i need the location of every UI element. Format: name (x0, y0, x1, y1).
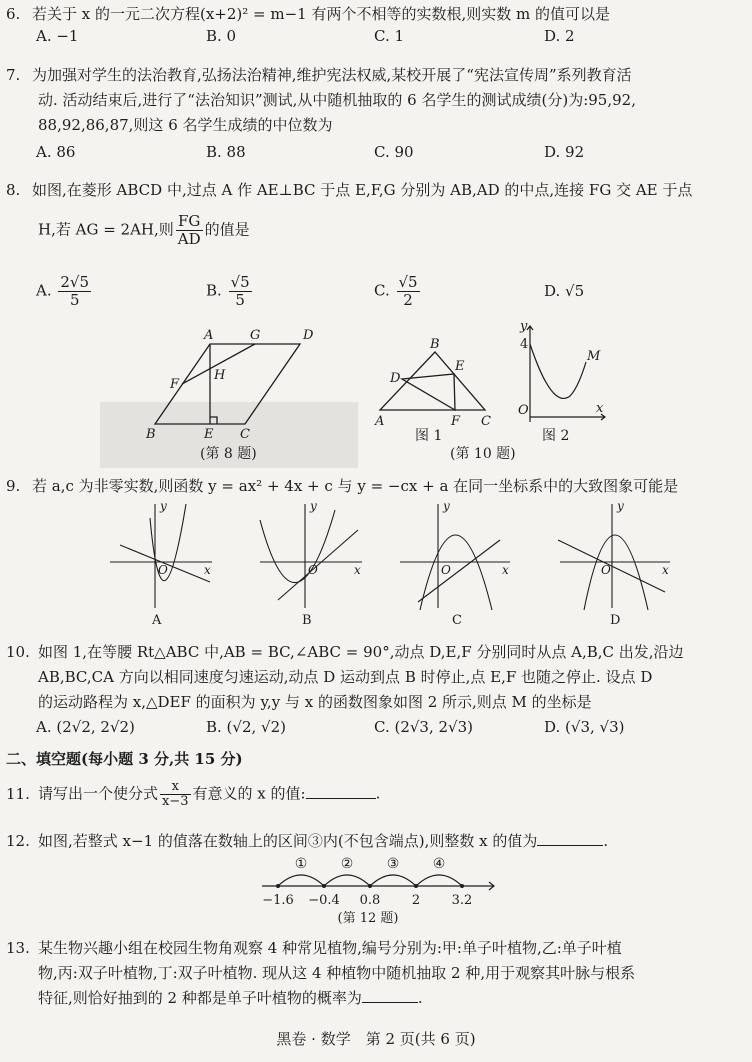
stem-text: 特征,则恰好抽到的 2 种都是单子叶植物的概率为 (38, 989, 362, 1007)
label-g: G (250, 328, 261, 343)
circle-label-2: ② (340, 856, 354, 872)
label-o: O (308, 563, 318, 577)
page-footer: 黑卷 · 数学 第 2 页(共 6 页) (276, 1030, 476, 1048)
question-number: 13. (6, 939, 30, 957)
numerator: √5 (230, 273, 250, 291)
question-stem-line-3 (6, 986, 742, 1011)
parabola (584, 535, 648, 610)
option-c[interactable]: C. (2√3, 2√3) (374, 718, 474, 736)
option-a[interactable]: A. −1 (36, 27, 79, 45)
label-c: C (481, 414, 491, 429)
option-d[interactable]: D. 2 (544, 27, 575, 45)
parabola (260, 510, 335, 583)
question-number: 6. (6, 5, 21, 23)
option-c[interactable]: C. 1 (374, 27, 405, 45)
option-a[interactable]: A. (2√2, 2√2) (36, 718, 135, 736)
arc-3 (370, 875, 416, 886)
tick-label-2: −0.4 (308, 893, 340, 908)
option-letter: A. (36, 281, 52, 300)
denominator: 2 (403, 291, 413, 309)
option-d[interactable] (544, 282, 584, 300)
tick-label-3: 0.8 (359, 893, 381, 908)
axis-label-y: y (520, 322, 528, 334)
graph-d (558, 500, 670, 628)
question-stem: 若 a,c 为非零实数,则函数 y = ax² + 4x + c 与 y = −cx + a 在同一坐标系中的大致图象可能是 (32, 477, 679, 495)
point-3 (368, 884, 372, 888)
question-number: 9. (6, 477, 21, 495)
stem-text: 的值是 (204, 220, 250, 239)
label-o: O (601, 563, 611, 577)
label-f: F (451, 414, 461, 429)
option-a[interactable]: A. 86 (36, 143, 76, 161)
option-d[interactable]: D. (√3, √3) (544, 718, 625, 736)
arc-4 (416, 875, 462, 886)
axis-label-y: y (310, 500, 317, 513)
question-13 (6, 936, 742, 1011)
label-h: H (214, 368, 226, 383)
triangle-def (402, 374, 455, 410)
question-stem: 如图,若整式 x−1 的值落在数轴上的区间③内(不包含端点),则整数 x 的值为 (38, 832, 538, 850)
question-stem-line-1: 某生物兴趣小组在校园生物角观察 4 种常见植物,编号分别为:甲:单子叶植物,乙:单子叶植 (38, 939, 622, 957)
question-10 (6, 640, 742, 715)
question-stem-line-3: 的运动路程为 x,△DEF 的面积为 y,y 与 x 的函数图象如图 2 所示,则点 M 的坐标是 (38, 693, 592, 711)
label-m: M (587, 349, 601, 364)
graph-c (400, 500, 510, 628)
option-b[interactable]: B. 88 (206, 143, 246, 161)
denominator: 5 (235, 291, 245, 309)
fraction (160, 780, 191, 809)
fraction (176, 213, 203, 248)
question-7 (6, 63, 742, 138)
point-5 (460, 884, 464, 888)
label-o: O (518, 403, 529, 418)
question-stem-line-1: 如图 1,在等腰 Rt△ABC 中,AB = BC,∠ABC = 90°,动点 D,E,F 分别同时从点 A,B,C 出发,沿边 (38, 643, 684, 661)
figure-10-caption: (第 10 题) (450, 446, 516, 462)
question-number: 12. (6, 832, 30, 850)
option-b[interactable] (206, 274, 254, 309)
axis-label-x: x (354, 563, 361, 577)
question-8 (6, 178, 742, 248)
label-b: B (430, 337, 440, 352)
number-line-figure (258, 854, 498, 928)
question-9 (6, 474, 742, 499)
q9-graphs (100, 500, 720, 630)
option-a-label[interactable]: A (152, 613, 162, 628)
option-d[interactable]: D. 92 (544, 143, 585, 161)
label-o: O (158, 563, 168, 577)
option-letter: B. (206, 281, 222, 300)
point-4 (414, 884, 418, 888)
label-o: O (441, 563, 451, 577)
stem-text: . (375, 784, 381, 803)
question-number: 10. (6, 643, 30, 661)
denominator: AD (177, 230, 201, 248)
graph-a (110, 500, 212, 628)
line (278, 530, 358, 600)
label-e: E (204, 427, 214, 442)
figure-1-caption: 图 1 (415, 428, 443, 444)
question-6-options (36, 27, 736, 53)
numerator: √5 (398, 273, 418, 291)
question-stem-line-2 (6, 213, 742, 248)
answer-blank[interactable] (362, 988, 418, 1003)
question-number: 7. (6, 66, 21, 84)
stem-text: . (603, 832, 609, 850)
label-d: D (303, 328, 314, 343)
option-b-label[interactable]: B (302, 613, 312, 628)
answer-blank[interactable] (537, 831, 603, 846)
point-1 (276, 884, 280, 888)
option-c-label[interactable]: C (452, 613, 462, 628)
fraction (397, 274, 420, 309)
question-stem-line-3: 88,92,86,87,则这 6 名学生成绩的中位数为 (38, 116, 333, 134)
label-c: C (240, 427, 250, 442)
arc-1 (278, 875, 324, 886)
fraction (229, 274, 252, 309)
circle-label-4: ④ (432, 856, 446, 872)
question-number: 11. (6, 784, 30, 803)
question-8-options (36, 268, 736, 312)
question-11 (6, 780, 742, 809)
option-a[interactable] (36, 274, 93, 309)
label-b: B (146, 427, 156, 442)
answer-blank[interactable] (306, 784, 376, 799)
option-value: √5 (565, 282, 585, 300)
question-12 (6, 829, 742, 854)
curve (530, 344, 586, 398)
circle-label-1: ① (294, 856, 308, 872)
graph-b (260, 500, 362, 628)
figure-8-caption: (第 8 题) (200, 446, 257, 462)
stem-text: . (417, 989, 423, 1007)
question-stem-line-2: 物,丙:双子叶植物,丁:双子叶植物. 现从这 4 种植物中随机抽取 2 种,用于观察其叶脉与根系 (38, 964, 636, 982)
fraction (58, 274, 91, 309)
denominator: x−3 (162, 794, 189, 809)
option-d-label[interactable]: D (610, 613, 621, 628)
question-stem-line-1: 为加强对学生的法治教育,弘扬法治精神,维护宪法权威,某校开展了“宪法宣传周”系列教育活 (32, 66, 632, 84)
denominator: 5 (69, 291, 80, 309)
axis-label-y: y (160, 500, 167, 513)
label-a: A (375, 414, 385, 429)
question-stem: 若关于 x 的一元二次方程(x+2)² = m−1 有两个不相等的实数根,则实数 m 的值可以是 (32, 5, 611, 23)
option-letter: D. (544, 282, 561, 300)
option-b[interactable]: B. (√2, √2) (206, 718, 287, 736)
question-stem-line-2: 动. 活动结束后,进行了“法治知识”测试,从中随机抽取的 6 名学生的测试成绩(分)为:95,92, (38, 91, 636, 109)
stem-text: 有意义的 x 的值: (192, 784, 306, 803)
tick-label-5: 3.2 (451, 893, 473, 908)
tick-label-1: −1.6 (262, 893, 294, 908)
question-10-options (36, 718, 736, 744)
question-number: 8. (6, 181, 21, 199)
label-d: D (390, 371, 401, 386)
question-stem-line-2: AB,BC,CA 方向以相同速度匀速运动,动点 D 运动到点 B 时停止,点 E,F 也随之停止. 设点 D (38, 668, 653, 686)
question-6 (6, 2, 742, 27)
option-c[interactable]: C. 90 (374, 143, 414, 161)
axis-label-x: x (662, 563, 669, 577)
label-e: E (455, 359, 465, 374)
figure-12-caption: (第 12 题) (337, 911, 399, 926)
question-7-options (36, 143, 736, 169)
stem-text: 请写出一个使分式 (38, 784, 159, 803)
circle-label-3: ③ (386, 856, 400, 872)
axis-label-x: x (502, 563, 509, 577)
tick-4: 4 (520, 337, 529, 352)
question-stem-line-1: 如图,在菱形 ABCD 中,过点 A 作 AE⊥BC 于点 E,F,G 分别为 AB,AD 的中点,连接 FG 交 AE 于点 (32, 181, 693, 199)
numerator: FG (176, 213, 203, 231)
graph-figure (527, 326, 605, 422)
option-b[interactable]: B. 0 (206, 27, 237, 45)
option-c[interactable] (374, 274, 422, 309)
numerator: 2√5 (60, 273, 90, 291)
axis-label-y: y (443, 500, 450, 513)
parabola (420, 535, 492, 610)
axis-label-y: y (617, 500, 624, 513)
stem-text: H,若 AG = 2AH,则 (38, 220, 174, 239)
section-heading: 二、填空题(每小题 3 分,共 15 分) (6, 750, 243, 768)
figures-row (100, 322, 720, 468)
arc-2 (324, 875, 370, 886)
axis-label-x: x (204, 563, 211, 577)
numerator: x (160, 780, 191, 795)
point-2 (322, 884, 326, 888)
axis-label-x: x (596, 401, 604, 416)
tick-label-4: 2 (411, 893, 421, 908)
label-f: F (170, 377, 180, 392)
option-letter: C. (374, 281, 390, 300)
label-a: A (204, 328, 214, 343)
figure-2-caption: 图 2 (542, 428, 570, 444)
